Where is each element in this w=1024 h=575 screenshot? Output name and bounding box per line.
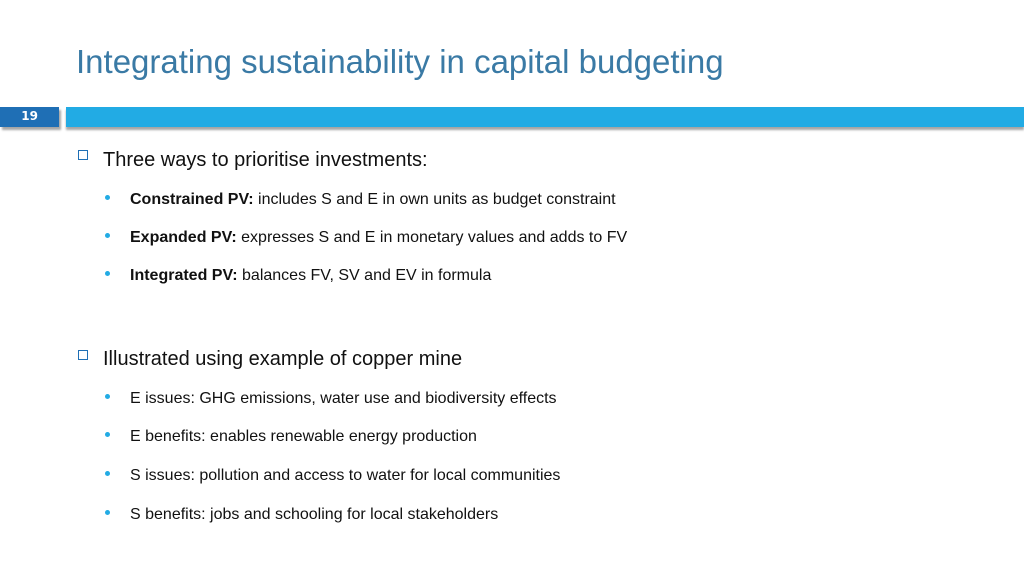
- list-item: [130, 190, 616, 210]
- dot-bullet-icon: [105, 432, 110, 437]
- list-item-term: Expanded PV:: [130, 229, 237, 246]
- list-item-text: S benefits: jobs and schooling for local stakeholders: [130, 506, 499, 523]
- list-item-text: balances FV, SV and EV in formula: [237, 267, 492, 284]
- list-item: [130, 228, 627, 248]
- list-item: [130, 427, 477, 447]
- list-item-text: expresses S and E in monetary values and adds to FV: [236, 229, 628, 246]
- square-bullet-icon: [78, 350, 88, 360]
- section-heading: Three ways to prioritise investments:: [103, 149, 428, 171]
- dot-bullet-icon: [105, 271, 110, 276]
- dot-bullet-icon: [105, 394, 110, 399]
- list-item-term: Integrated PV:: [130, 267, 238, 284]
- list-item: [130, 389, 557, 409]
- list-item-text: E issues: GHG emissions, water use and biodiversity effects: [130, 390, 557, 407]
- list-item-text: E benefits: enables renewable energy production: [130, 428, 477, 445]
- slide-number: 19: [21, 109, 38, 123]
- list-item-text: S issues: pollution and access to water for local communities: [130, 467, 561, 484]
- list-item: [130, 266, 491, 286]
- list-item: [130, 505, 498, 525]
- list-item-text: includes S and E in own units as budget constraint: [253, 191, 616, 208]
- slide-title: Integrating sustainability in capital budgeting: [76, 43, 724, 80]
- dot-bullet-icon: [105, 471, 110, 476]
- square-bullet-icon: [78, 150, 88, 160]
- list-item-term: Constrained PV:: [130, 191, 254, 208]
- section-heading: Illustrated using example of copper mine: [103, 348, 463, 370]
- dot-bullet-icon: [105, 510, 110, 515]
- list-item: [130, 466, 560, 486]
- dot-bullet-icon: [105, 233, 110, 238]
- dot-bullet-icon: [105, 195, 110, 200]
